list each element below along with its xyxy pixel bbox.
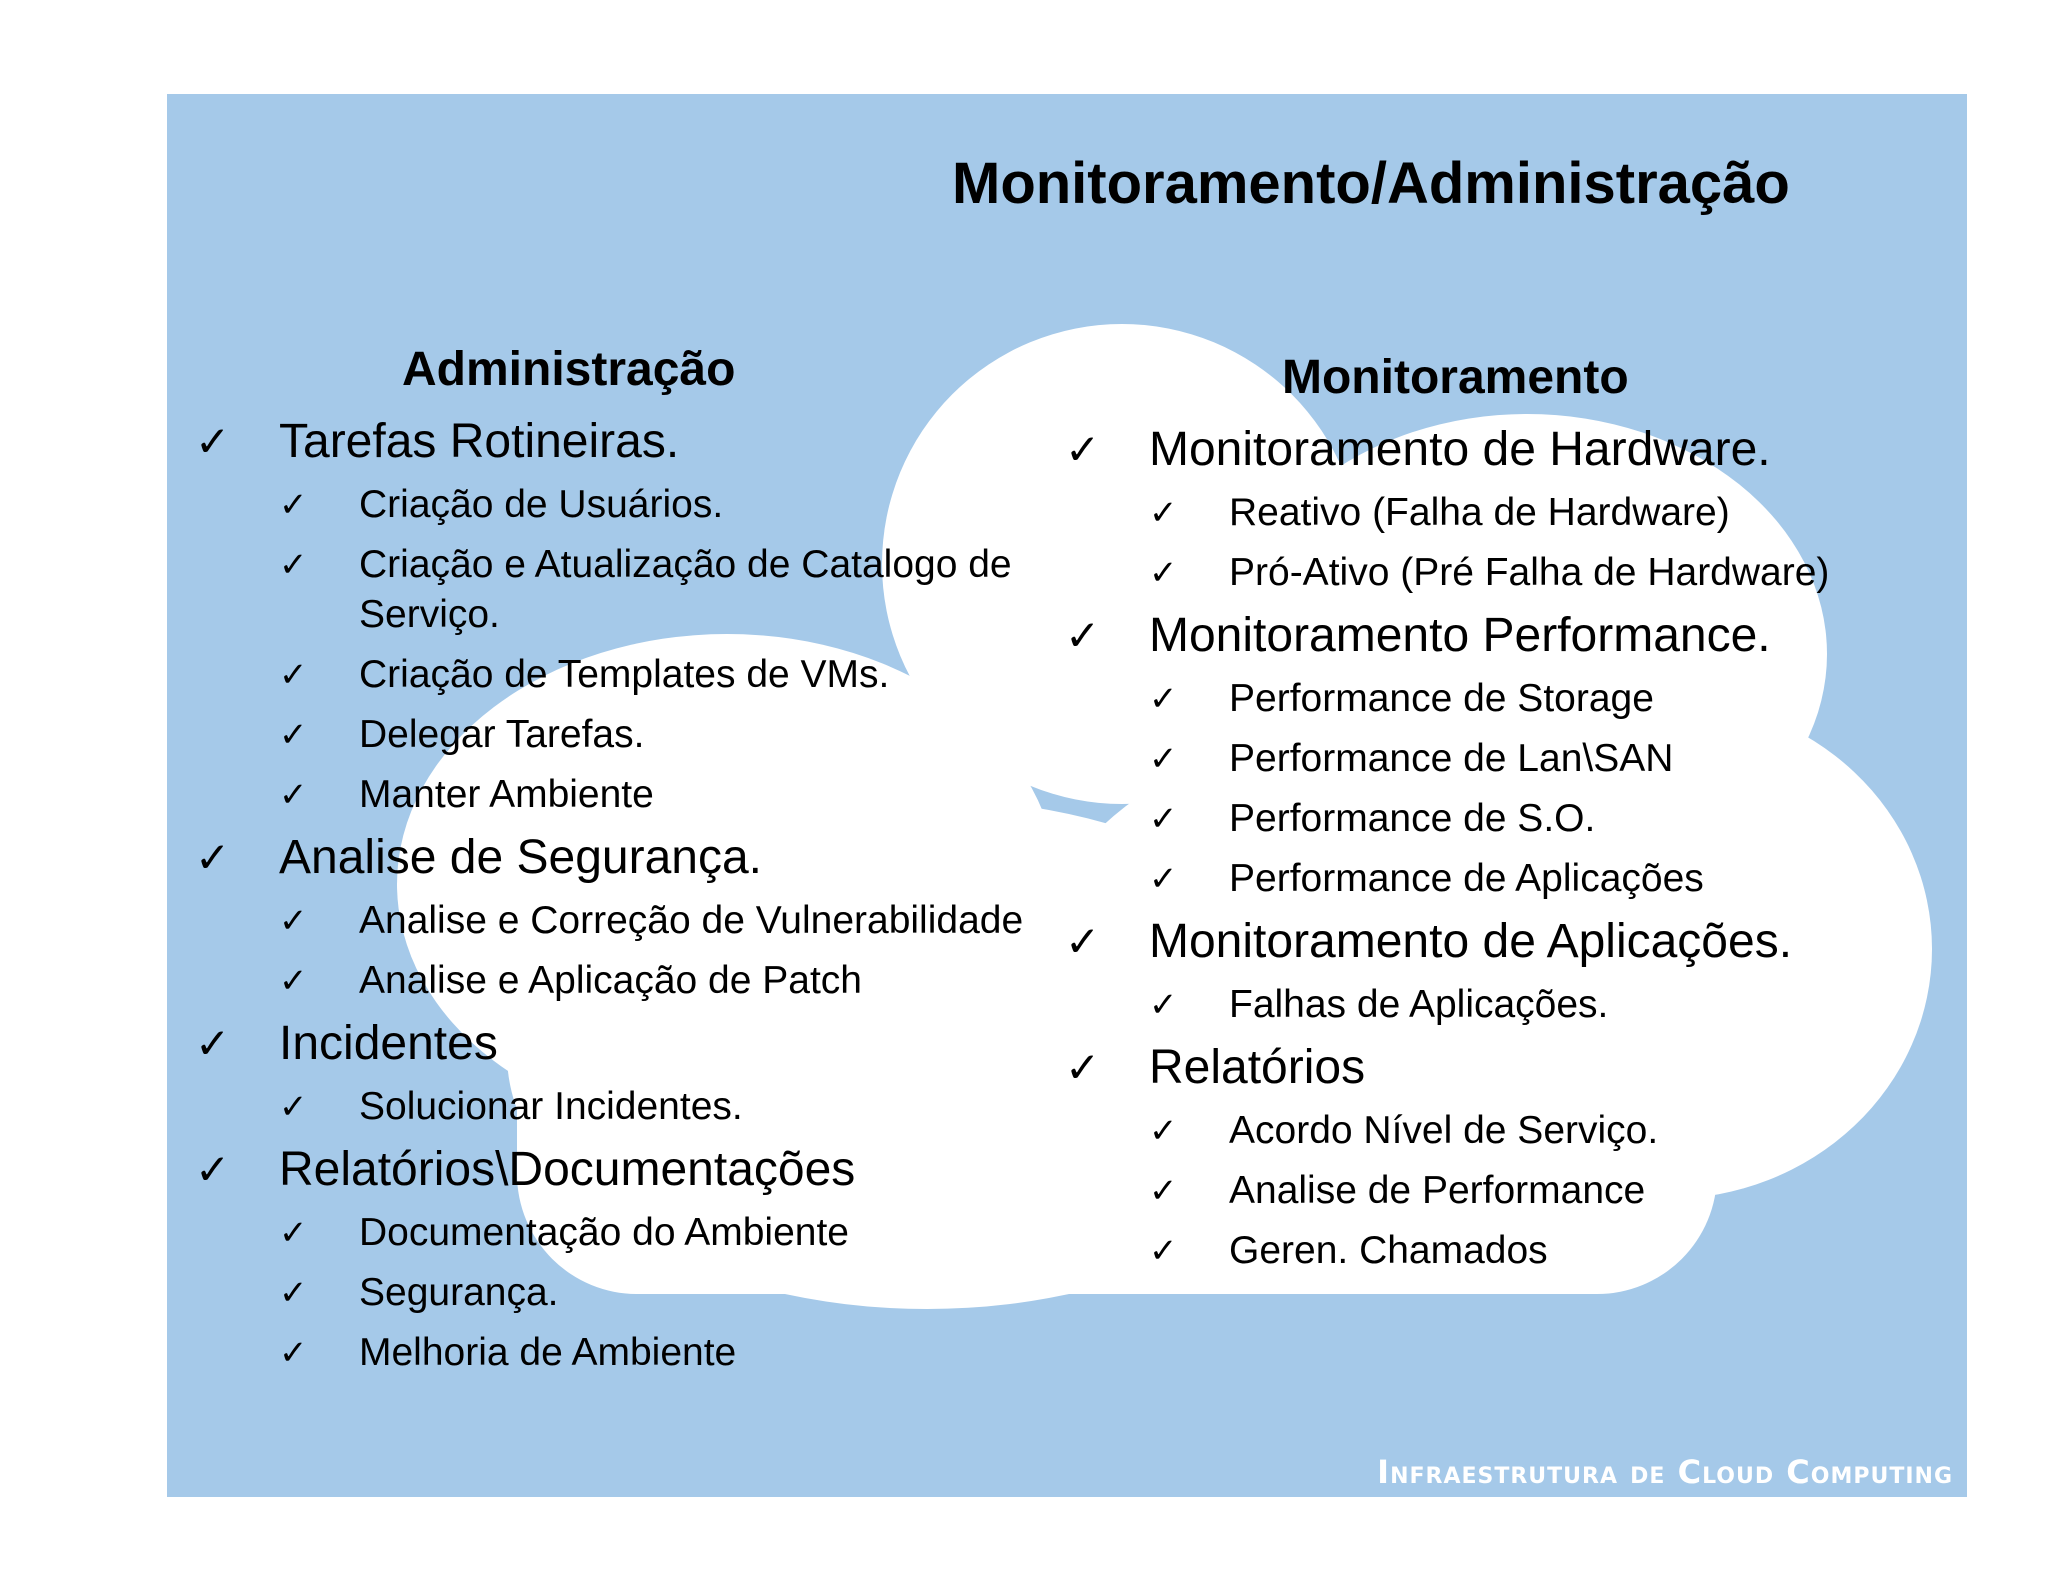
checkmark-icon: ✓: [279, 902, 308, 940]
sub-item-label: Criação de Templates de VMs.: [359, 653, 890, 696]
sub-list-item: [1149, 980, 1957, 1030]
checkmark-icon: ✓: [195, 1146, 231, 1193]
checkmark-icon: ✓: [195, 418, 231, 465]
list-item: [195, 1142, 1187, 1378]
sub-item-label: Geren. Chamados: [1229, 1229, 1548, 1272]
sub-list-item: [279, 1208, 1187, 1258]
checkmark-icon: ✓: [1149, 494, 1178, 532]
sub-item-label: Manter Ambiente: [359, 773, 654, 816]
checkmark-icon: ✓: [279, 776, 308, 814]
checkmark-icon: ✓: [279, 962, 308, 1000]
sub-item-label: Performance de Lan\SAN: [1229, 737, 1674, 780]
sub-item-label: Solucionar Incidentes.: [359, 1085, 743, 1128]
checkmark-icon: ✓: [1149, 1232, 1178, 1270]
sub-list-item: [1149, 854, 1957, 904]
item-label: Relatórios: [1149, 1041, 1366, 1094]
sub-list-item: [279, 1082, 1187, 1132]
checkmark-icon: ✓: [1065, 918, 1101, 965]
right-list: [1065, 422, 1957, 1276]
sub-item-label: Analise e Correção de Vulnerabilidade: [359, 899, 1024, 942]
list-item: [195, 1016, 1187, 1132]
item-label: Tarefas Rotineiras.: [279, 415, 680, 468]
sub-item-label: Analise e Aplicação de Patch: [359, 959, 863, 1002]
checkmark-icon: ✓: [1149, 800, 1178, 838]
sub-item-label: Performance de Aplicações: [1229, 857, 1704, 900]
sub-list-item: [1149, 794, 1957, 844]
checkmark-icon: ✓: [279, 656, 308, 694]
sub-list-item: [279, 480, 1187, 530]
checkmark-icon: ✓: [1149, 1172, 1178, 1210]
sub-item-label: Melhoria de Ambiente: [359, 1331, 737, 1374]
sub-list-item: [279, 956, 1187, 1006]
item-label: Monitoramento Performance.: [1149, 609, 1771, 662]
sub-list-item: [279, 540, 1187, 640]
item-label: Incidentes: [279, 1017, 498, 1070]
sub-list-item: [279, 1268, 1187, 1318]
slide-title: Monitoramento/Administração: [952, 151, 1790, 216]
checkmark-icon: ✓: [1149, 680, 1178, 718]
sub-list-item: [1149, 734, 1957, 784]
sub-list-item: [279, 770, 1187, 820]
item-label: Relatórios\Documentações: [279, 1143, 856, 1196]
checkmark-icon: ✓: [279, 1274, 308, 1312]
sub-list-item: [1149, 1106, 1957, 1156]
checkmark-icon: ✓: [279, 716, 308, 754]
sub-item-label: Falhas de Aplicações.: [1229, 983, 1609, 1026]
checkmark-icon: ✓: [1065, 1044, 1101, 1091]
checkmark-icon: ✓: [279, 1088, 308, 1126]
sub-item-label: Segurança.: [359, 1271, 559, 1314]
checkmark-icon: ✓: [1149, 986, 1178, 1024]
sub-list-item: [279, 896, 1187, 946]
sub-item-label: Reativo (Falha de Hardware): [1229, 491, 1730, 534]
checkmark-icon: ✓: [279, 486, 308, 524]
left-column-heading: Administração: [402, 343, 736, 396]
list-item: [195, 414, 1187, 820]
left-column: [195, 404, 1187, 1378]
checkmark-icon: ✓: [1149, 1112, 1178, 1150]
checkmark-icon: ✓: [1149, 860, 1178, 898]
right-column: [1065, 412, 1957, 1276]
sub-list-item: [279, 1328, 1187, 1378]
sub-item-label: Criação de Usuários.: [359, 483, 724, 526]
checkmark-icon: ✓: [1065, 612, 1101, 659]
item-label: Analise de Segurança.: [279, 831, 762, 884]
checkmark-icon: ✓: [1149, 554, 1178, 592]
sub-item-label: Acordo Nível de Serviço.: [1229, 1109, 1659, 1152]
checkmark-icon: ✓: [279, 546, 308, 584]
checkmark-icon: ✓: [195, 1020, 231, 1067]
sub-list-item: [1149, 488, 1957, 538]
checkmark-icon: ✓: [195, 834, 231, 881]
list-item: [1065, 1040, 1957, 1276]
sub-list-item: [279, 710, 1187, 760]
sub-item-label: Delegar Tarefas.: [359, 713, 645, 756]
sub-list-item: [1149, 1226, 1957, 1276]
sub-item-label: Performance de Storage: [1229, 677, 1654, 720]
sub-item-label: Performance de S.O.: [1229, 797, 1596, 840]
sub-item-label: Criação e Atualização de Catalogo de Serviço.: [359, 543, 1012, 636]
sub-item-label: Analise de Performance: [1229, 1169, 1646, 1212]
left-list: [195, 414, 1187, 1378]
sub-list-item: [1149, 674, 1957, 724]
sub-list-item: [1149, 1166, 1957, 1216]
checkmark-icon: ✓: [279, 1334, 308, 1372]
sub-list-item: [1149, 548, 1957, 598]
list-item: [195, 830, 1187, 1006]
footer-caption: Infraestrutura de Cloud Computing: [1377, 1453, 1953, 1491]
checkmark-icon: ✓: [279, 1214, 308, 1252]
list-item: [1065, 422, 1957, 598]
sub-item-label: Pró-Ativo (Pré Falha de Hardware): [1229, 551, 1830, 594]
right-column-heading: Monitoramento: [1282, 351, 1629, 404]
item-label: Monitoramento de Aplicações.: [1149, 915, 1793, 968]
item-label: Monitoramento de Hardware.: [1149, 423, 1771, 476]
list-item: [1065, 914, 1957, 1030]
list-item: [1065, 608, 1957, 904]
checkmark-icon: ✓: [1149, 740, 1178, 778]
sub-list-item: [279, 650, 1187, 700]
checkmark-icon: ✓: [1065, 426, 1101, 473]
slide: [167, 94, 1967, 1497]
sub-item-label: Documentação do Ambiente: [359, 1211, 849, 1254]
